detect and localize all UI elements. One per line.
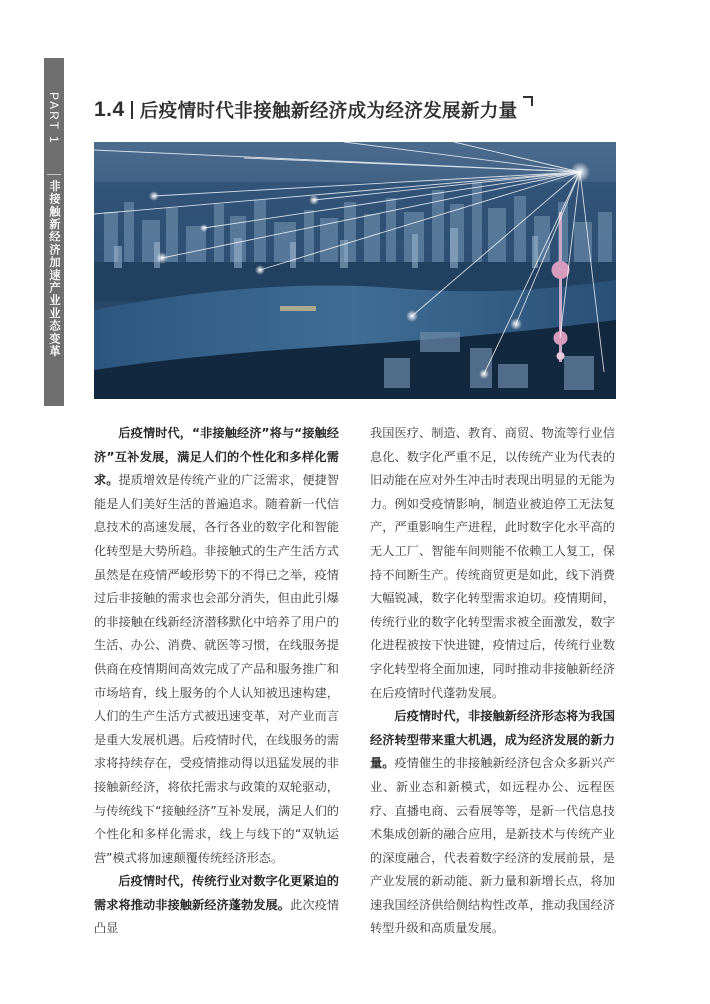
paragraph-2-text: 此次疫情凸显: [94, 897, 340, 936]
part-label: [46, 66, 62, 170]
paragraph-3-lead: 后疫情时代，非接触新经济形态将为我国经济转型带来重大机遇，成为经济发展的新力量。: [370, 709, 615, 771]
section-number: 1.4: [94, 98, 125, 121]
paragraph-2-continued-text: 我国医疗、制造、教育、商贸、物流等行业信息化、数字化严重不足，以传统产业为代表的旧动能在应对外生冲击时表现出明显的无能为力。例如受疫情影响，制造业被迫停工无法复产，严重影响生产进程，此时数字化水平高的无人工厂、智能车间则能不依赖工人复工，保持不间断生产。传统商贸更是如此，线下消费大幅锐减，数字化转型需求迫切。疫情期间，传统行业的数字化转型需求被全面激发，数字化进程被按下快进键，疫情过后，传统行业数字化转型将全面加速，同时推动非接触新经济在后疫情时代蓬勃发展。: [370, 426, 615, 700]
corner-bracket-icon: [523, 96, 533, 106]
side-chapter-title: [46, 180, 62, 402]
paragraph-3-text: 疫情催生的非接触新经济包含众多新兴产业、新业态和新模式，如远程办公、远程医疗、直播电商、云看展等等，是新一代信息技术集成创新的融合应用，是新技术与传统产业的深度融合，代表着数字经济的发展前景，是产业发展的新动能、新力量和新增长点，将加速我国经济供给侧结构性改革，推动我国经济转型升级和高质量发展。: [370, 756, 616, 936]
paragraph-2-lead: 后疫情时代，传统行业对数字化更紧迫的需求将推动非接触新经济蓬勃发展。: [94, 874, 339, 912]
part-label-text: PART 1: [47, 91, 61, 145]
heading-divider: [131, 101, 133, 119]
paragraph-2-continued: [370, 422, 615, 705]
paragraph-2: [94, 870, 339, 941]
part-divider: [47, 174, 61, 175]
paragraph-1-text: 提质增效是传统产业的广泛需求，便捷智能是人们美好生活的普遍追求。随着新一代信息技术的高速发展，各行各业的数字化和智能化转型是大势所趋。非接触式的生产生活方式虽然是在疫情严峻形势下的不得已之举，疫情过后非接触的需求也会部分消失，但由此引爆的非接触在线新经济潜移默化中培养了用户的生活、办公、消费、就医等习惯，在线服务提供商在疫情期间高效完成了产品和服务推广和市场培育，线上服务的个人认知被迅速构建，人们的生产生活方式被迅速变革，对产业而言是重大发展机遇。后疫情时代，在线服务的需求将持续存在，受疫情推动得以迅猛发展的非接触新经济，将依托需求与政策的双轮驱动，与传统线下“接触经济”互补发展，满足人们的个性化和多样化需求，线上与线下的“双轨运营”模式将加速颠覆传统经济形态。: [94, 473, 340, 865]
side-chapter-title-text: 非接触新经济加速产业业态变革: [48, 180, 61, 358]
hero-image-city-network: [94, 142, 616, 399]
section-heading: [94, 92, 518, 128]
paragraph-3: [370, 705, 615, 941]
paragraph-1-lead: 后疫情时代，“非接触经济”将与“接触经济”互补发展，满足人们的个性化和多样化需求。: [94, 426, 339, 488]
paragraph-1: [94, 422, 339, 870]
section-title: 后疫情时代非接触新经济成为经济发展新力量: [139, 101, 518, 122]
body-column-left: [94, 422, 339, 941]
body-column-right: [370, 422, 615, 941]
